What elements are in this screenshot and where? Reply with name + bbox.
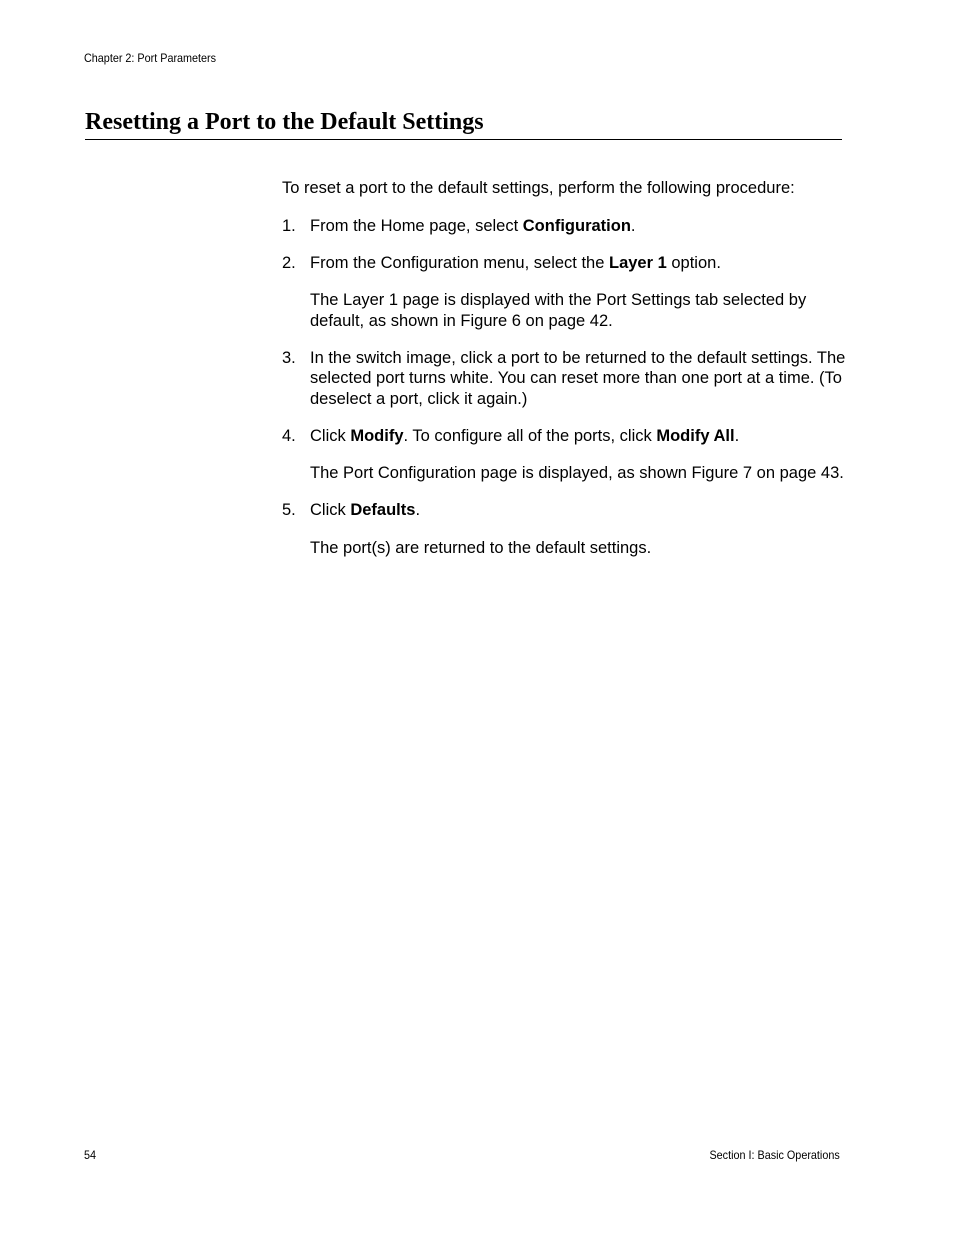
- step-note: The port(s) are returned to the default settings.: [310, 538, 652, 557]
- step-text-part: Click: [310, 501, 351, 519]
- ui-term: Layer 1: [608, 253, 667, 272]
- step-5: [282, 500, 847, 558]
- step-number: 2.: [282, 253, 296, 272]
- step-number: 3.: [282, 348, 296, 367]
- step-text: [310, 500, 847, 521]
- step-3: [282, 348, 847, 410]
- section-title: Resetting a Port to the Default Settings: [85, 109, 484, 135]
- step-text-part: From the Home page, select: [310, 216, 523, 235]
- procedure-steps: [282, 216, 847, 559]
- step-text-part: From the Configuration menu, select the: [310, 253, 609, 272]
- step-4: [282, 426, 847, 484]
- step-text-part: .: [415, 501, 421, 519]
- ui-term: Configuration: [522, 216, 631, 235]
- ui-term: Defaults: [350, 501, 416, 519]
- step-text: In the switch image, click a port to be returned to the default settings. The selected port turns white. You can reset more than one port at a time. (To deselect a port, click it again.): [310, 348, 846, 408]
- step-text-part: . To configure all of the ports, click: [403, 426, 657, 445]
- running-footer: Section I: Basic Operations: [709, 1148, 840, 1162]
- step-1: [282, 216, 847, 237]
- ui-term: Modify: [350, 426, 404, 445]
- page-number: 54: [84, 1148, 97, 1162]
- running-header: Chapter 2: Port Parameters: [84, 51, 217, 65]
- title-rule: [85, 139, 842, 140]
- step-note: The Layer 1 page is displayed with the Port Settings tab selected by default, as shown in Figure 6 on page 42.: [310, 291, 807, 330]
- step-text-part: .: [630, 216, 636, 235]
- step-number: 4.: [282, 426, 296, 445]
- intro-paragraph: To reset a port to the default settings, perform the following procedure:: [282, 179, 795, 197]
- step-text: [310, 216, 847, 237]
- step-number: 5.: [282, 501, 296, 519]
- ui-term: Modify All: [656, 426, 735, 445]
- step-text: [310, 426, 847, 447]
- step-text: [310, 253, 847, 274]
- step-text-part: option.: [666, 253, 721, 272]
- step-2: [282, 253, 847, 332]
- step-note: The Port Configuration page is displayed, as shown Figure 7 on page 43.: [310, 464, 844, 482]
- procedure-body: [282, 178, 847, 575]
- step-text-part: .: [734, 426, 740, 445]
- step-text-part: Click: [310, 426, 351, 445]
- step-number: 1.: [282, 216, 296, 235]
